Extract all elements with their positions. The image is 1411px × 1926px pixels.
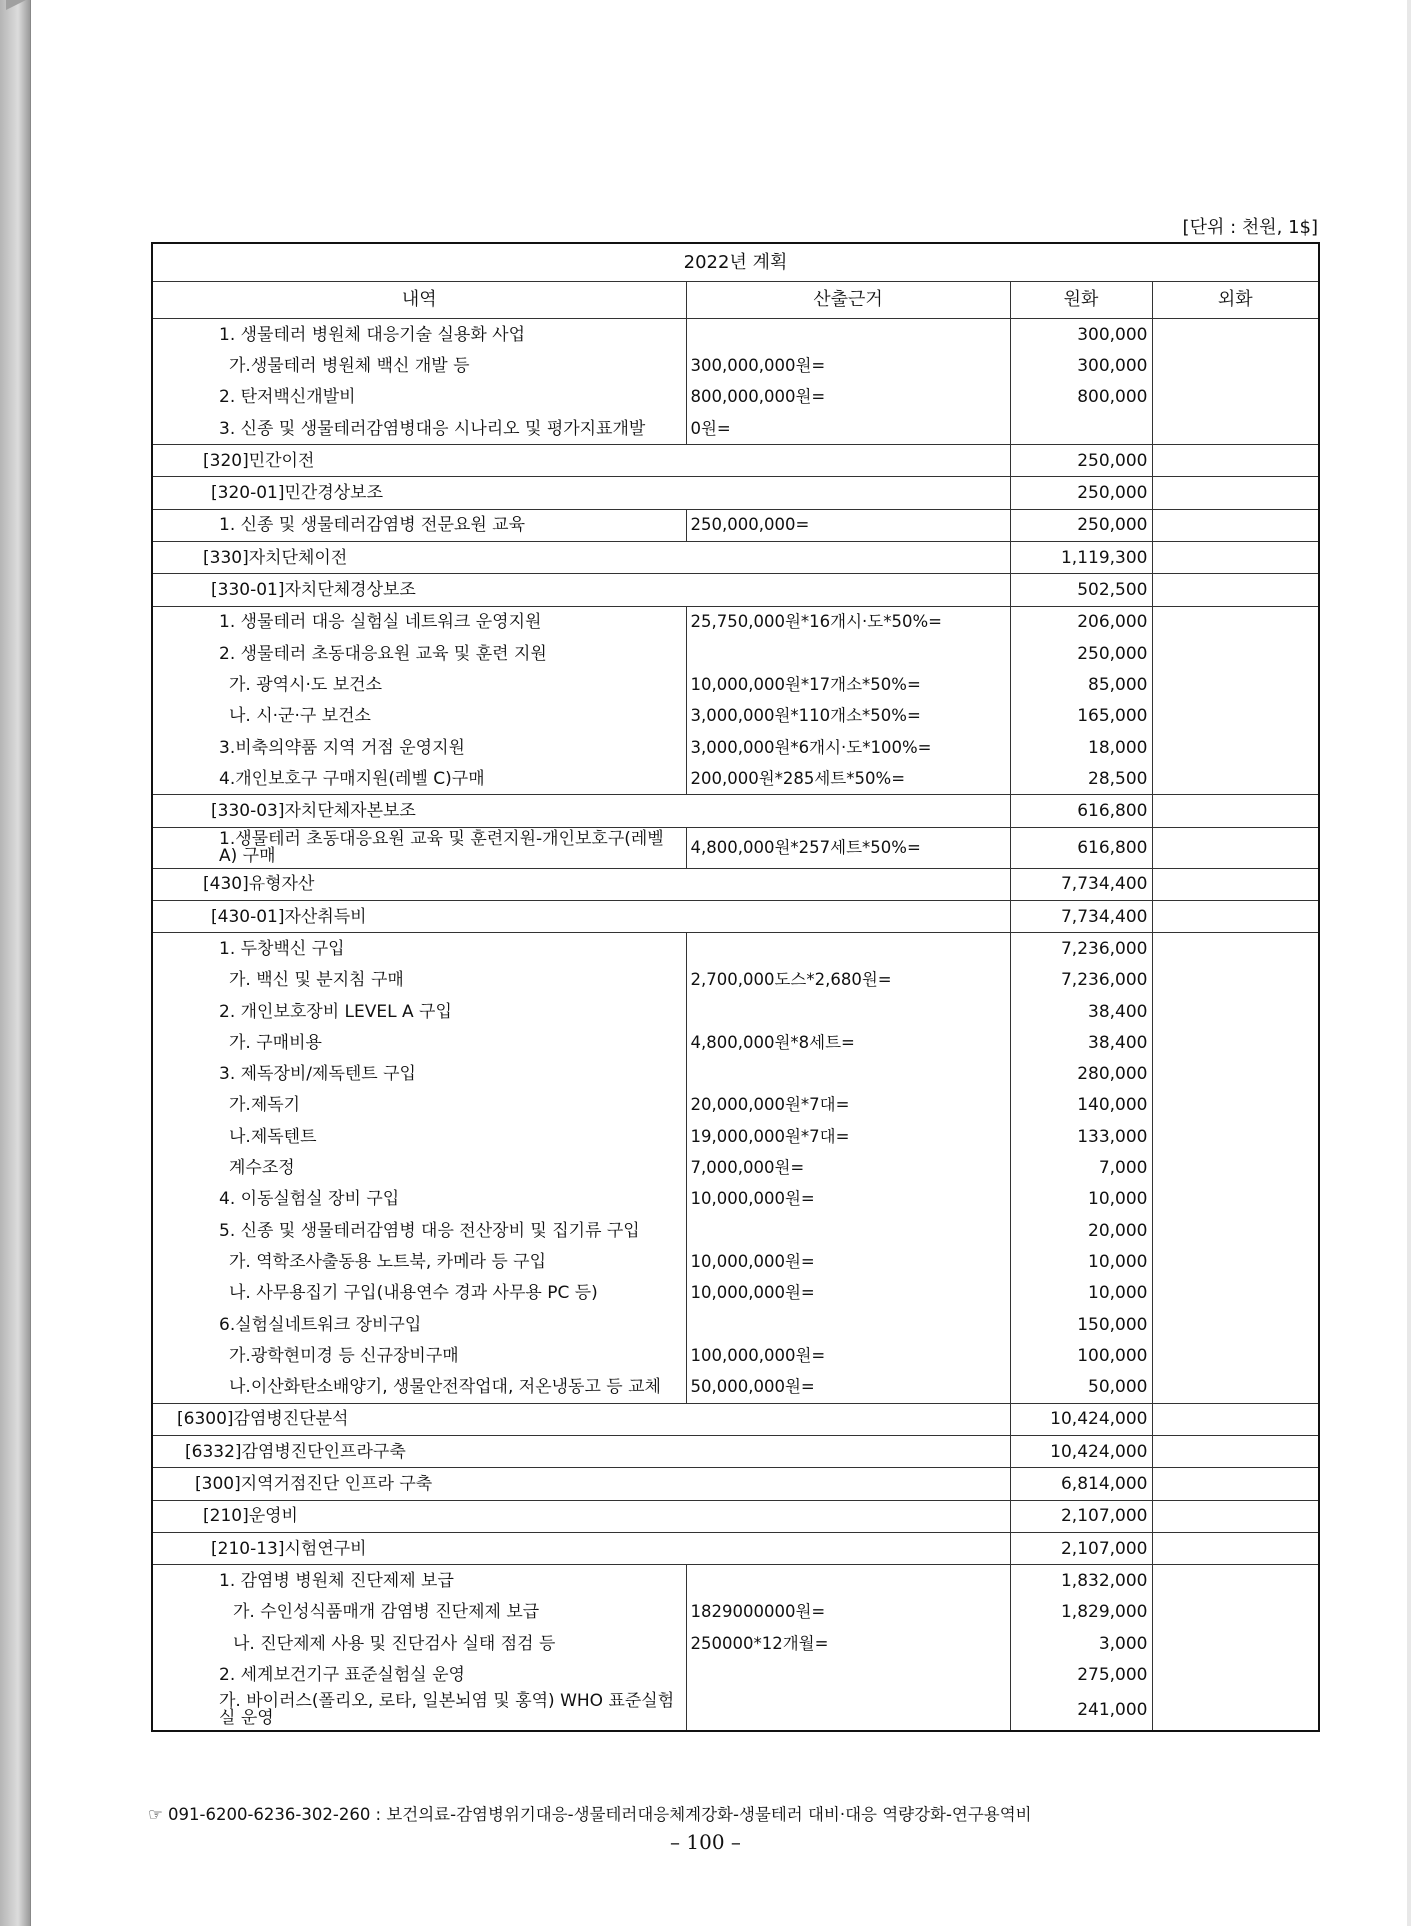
row-calc bbox=[686, 319, 1010, 351]
budget-table bbox=[151, 242, 1320, 1732]
table-row bbox=[152, 382, 1319, 413]
row-krw: 38,400 bbox=[1010, 996, 1152, 1027]
table-row bbox=[152, 1121, 1319, 1152]
row-krw: 250,000 bbox=[1010, 638, 1152, 669]
row-fx bbox=[1152, 445, 1319, 477]
row-item: 2. 탄저백신개발비 bbox=[152, 382, 686, 413]
row-krw: 6,814,000 bbox=[1010, 1468, 1152, 1500]
table-row bbox=[152, 732, 1319, 763]
row-fx bbox=[1152, 1059, 1319, 1090]
row-krw: 250,000 bbox=[1010, 477, 1152, 509]
table-row bbox=[152, 1468, 1319, 1500]
table-row bbox=[152, 1628, 1319, 1659]
row-item: 1. 신종 및 생물테러감염병 전문요원 교육 bbox=[152, 509, 686, 541]
row-item: 가.광학현미경 등 신규장비구매 bbox=[152, 1340, 686, 1371]
row-calc: 250000*12개월= bbox=[686, 1628, 1010, 1659]
row-krw: 250,000 bbox=[1010, 509, 1152, 541]
table-row bbox=[152, 509, 1319, 541]
row-calc: 300,000,000원= bbox=[686, 350, 1010, 381]
row-item: 가. 광역시·도 보건소 bbox=[152, 669, 686, 700]
row-fx bbox=[1152, 1468, 1319, 1500]
row-fx bbox=[1152, 1246, 1319, 1277]
row-krw: 7,236,000 bbox=[1010, 933, 1152, 965]
row-fx bbox=[1152, 542, 1319, 574]
row-fx bbox=[1152, 1215, 1319, 1246]
row-item: 나. 진단제제 사용 및 진단검사 실태 점검 등 bbox=[152, 1628, 686, 1659]
row-fx bbox=[1152, 1278, 1319, 1309]
table-row bbox=[152, 606, 1319, 638]
row-krw: 280,000 bbox=[1010, 1059, 1152, 1090]
unit-label: [단위 : 천원, 1$] bbox=[1182, 217, 1318, 238]
row-calc bbox=[686, 996, 1010, 1027]
row-krw: 18,000 bbox=[1010, 732, 1152, 763]
row-item: 나.제독텐트 bbox=[152, 1121, 686, 1152]
row-krw: 3,000 bbox=[1010, 1628, 1152, 1659]
row-krw: 7,236,000 bbox=[1010, 965, 1152, 996]
row-calc: 100,000,000원= bbox=[686, 1340, 1010, 1371]
row-fx bbox=[1152, 795, 1319, 827]
row-krw: 300,000 bbox=[1010, 319, 1152, 351]
table-row bbox=[152, 996, 1319, 1027]
row-fx bbox=[1152, 1597, 1319, 1628]
row-item: [6300]감염병진단분석 bbox=[152, 1403, 1010, 1435]
row-krw: 241,000 bbox=[1010, 1690, 1152, 1731]
row-krw: 2,107,000 bbox=[1010, 1532, 1152, 1564]
row-fx bbox=[1152, 1690, 1319, 1731]
row-fx bbox=[1152, 574, 1319, 606]
row-krw: 10,000 bbox=[1010, 1278, 1152, 1309]
table-row bbox=[152, 1500, 1319, 1532]
table-row bbox=[152, 1690, 1319, 1731]
row-fx bbox=[1152, 638, 1319, 669]
table-row bbox=[152, 350, 1319, 381]
row-item: 5. 신종 및 생물테러감염병 대응 전산장비 및 집기류 구입 bbox=[152, 1215, 686, 1246]
table-row bbox=[152, 445, 1319, 477]
row-krw: 7,734,400 bbox=[1010, 901, 1152, 933]
row-fx bbox=[1152, 1659, 1319, 1690]
row-krw: 250,000 bbox=[1010, 445, 1152, 477]
row-item: [430-01]자산취득비 bbox=[152, 901, 1010, 933]
row-fx bbox=[1152, 606, 1319, 638]
row-calc: 10,000,000원= bbox=[686, 1278, 1010, 1309]
column-header-fx: 외화 bbox=[1152, 282, 1319, 319]
row-item: 가. 바이러스(폴리오, 로타, 일본뇌염 및 홍역) WHO 표준실험실 운영 bbox=[152, 1690, 686, 1731]
row-item: 가. 역학조사출동용 노트북, 카메라 등 구입 bbox=[152, 1246, 686, 1277]
row-item: 가.제독기 bbox=[152, 1090, 686, 1121]
row-fx bbox=[1152, 1565, 1319, 1597]
row-krw: 1,829,000 bbox=[1010, 1597, 1152, 1628]
row-krw: 10,000 bbox=[1010, 1184, 1152, 1215]
row-calc bbox=[686, 1659, 1010, 1690]
row-fx bbox=[1152, 1403, 1319, 1435]
row-fx bbox=[1152, 1340, 1319, 1371]
row-fx bbox=[1152, 509, 1319, 541]
row-item: 나. 시·군·구 보건소 bbox=[152, 701, 686, 732]
table-body bbox=[152, 319, 1319, 1732]
row-item: 4.개인보호구 구매지원(레벨 C)구매 bbox=[152, 763, 686, 795]
row-krw: 85,000 bbox=[1010, 669, 1152, 700]
row-fx bbox=[1152, 413, 1319, 445]
row-item: 가. 구매비용 bbox=[152, 1027, 686, 1058]
row-krw: 1,119,300 bbox=[1010, 542, 1152, 574]
row-calc bbox=[686, 1690, 1010, 1731]
row-item: 가. 수인성식품매개 감염병 진단제제 보급 bbox=[152, 1597, 686, 1628]
row-fx bbox=[1152, 868, 1319, 900]
row-calc: 7,000,000원= bbox=[686, 1152, 1010, 1183]
row-item: [210]운영비 bbox=[152, 1500, 1010, 1532]
row-krw: 7,734,400 bbox=[1010, 868, 1152, 900]
table-row bbox=[152, 701, 1319, 732]
table-row bbox=[152, 1436, 1319, 1468]
table-row bbox=[152, 319, 1319, 351]
page-left-edge bbox=[0, 0, 30, 1926]
row-item: [430]유형자산 bbox=[152, 868, 1010, 900]
row-item: 1. 생물테러 대응 실험실 네트워크 운영지원 bbox=[152, 606, 686, 638]
row-fx bbox=[1152, 701, 1319, 732]
row-calc: 4,800,000원*8세트= bbox=[686, 1027, 1010, 1058]
row-fx bbox=[1152, 1532, 1319, 1564]
row-item: 1. 감염병 병원체 진단제제 보급 bbox=[152, 1565, 686, 1597]
page-number: – 100 – bbox=[670, 1830, 741, 1854]
row-calc: 10,000,000원*17개소*50%= bbox=[686, 669, 1010, 700]
row-calc: 800,000,000원= bbox=[686, 382, 1010, 413]
table-row bbox=[152, 868, 1319, 900]
row-krw: 800,000 bbox=[1010, 382, 1152, 413]
page-right-edge bbox=[1407, 0, 1411, 1926]
row-fx bbox=[1152, 669, 1319, 700]
row-krw: 10,424,000 bbox=[1010, 1403, 1152, 1435]
table-row bbox=[152, 763, 1319, 795]
row-krw: 165,000 bbox=[1010, 701, 1152, 732]
table-row bbox=[152, 1278, 1319, 1309]
row-krw: 206,000 bbox=[1010, 606, 1152, 638]
row-calc: 1829000000원= bbox=[686, 1597, 1010, 1628]
table-row bbox=[152, 1532, 1319, 1564]
row-krw: 133,000 bbox=[1010, 1121, 1152, 1152]
row-item: [6332]감염병진단인프라구축 bbox=[152, 1436, 1010, 1468]
row-fx bbox=[1152, 996, 1319, 1027]
table-row bbox=[152, 1565, 1319, 1597]
row-fx bbox=[1152, 901, 1319, 933]
row-calc: 19,000,000원*7대= bbox=[686, 1121, 1010, 1152]
row-krw: 38,400 bbox=[1010, 1027, 1152, 1058]
row-item: 6.실험실네트워크 장비구입 bbox=[152, 1309, 686, 1340]
row-calc: 2,700,000도스*2,680원= bbox=[686, 965, 1010, 996]
table-row bbox=[152, 1246, 1319, 1277]
row-item: [330]자치단체이전 bbox=[152, 542, 1010, 574]
row-krw: 10,424,000 bbox=[1010, 1436, 1152, 1468]
row-fx bbox=[1152, 763, 1319, 795]
row-calc: 10,000,000원= bbox=[686, 1246, 1010, 1277]
row-item: 가. 백신 및 분지침 구매 bbox=[152, 965, 686, 996]
row-item: 2. 생물테러 초동대응요원 교육 및 훈련 지원 bbox=[152, 638, 686, 669]
table-row bbox=[152, 1215, 1319, 1246]
row-item: 계수조정 bbox=[152, 1152, 686, 1183]
table-row bbox=[152, 1372, 1319, 1404]
table-title: 2022년 계획 bbox=[152, 243, 1319, 282]
row-item: 3.비축의약품 지역 거점 운영지원 bbox=[152, 732, 686, 763]
row-fx bbox=[1152, 382, 1319, 413]
table-row bbox=[152, 965, 1319, 996]
row-calc bbox=[686, 1309, 1010, 1340]
row-item: 1.생물테러 초동대응요원 교육 및 훈련지원-개인보호구(레벨 A) 구매 bbox=[152, 827, 686, 868]
row-fx bbox=[1152, 1628, 1319, 1659]
row-calc: 250,000,000= bbox=[686, 509, 1010, 541]
row-krw: 10,000 bbox=[1010, 1246, 1152, 1277]
row-fx bbox=[1152, 1372, 1319, 1404]
row-item: [330-03]자치단체자본보조 bbox=[152, 795, 1010, 827]
row-fx bbox=[1152, 1027, 1319, 1058]
row-krw: 20,000 bbox=[1010, 1215, 1152, 1246]
table-row bbox=[152, 1152, 1319, 1183]
row-krw: 616,800 bbox=[1010, 827, 1152, 868]
table-row bbox=[152, 1309, 1319, 1340]
row-item: [330-01]자치단체경상보조 bbox=[152, 574, 1010, 606]
row-fx bbox=[1152, 827, 1319, 868]
table-row bbox=[152, 901, 1319, 933]
table-row bbox=[152, 542, 1319, 574]
row-fx bbox=[1152, 1309, 1319, 1340]
row-krw: 140,000 bbox=[1010, 1090, 1152, 1121]
table-row bbox=[152, 1597, 1319, 1628]
row-krw: 300,000 bbox=[1010, 350, 1152, 381]
row-fx bbox=[1152, 319, 1319, 351]
table-row bbox=[152, 477, 1319, 509]
row-item: 나. 사무용집기 구입(내용연수 경과 사무용 PC 등) bbox=[152, 1278, 686, 1309]
row-item: 4. 이동실험실 장비 구입 bbox=[152, 1184, 686, 1215]
row-krw: 150,000 bbox=[1010, 1309, 1152, 1340]
row-item: 나.이산화탄소배양기, 생물안전작업대, 저온냉동고 등 교체 bbox=[152, 1372, 686, 1404]
row-calc: 20,000,000원*7대= bbox=[686, 1090, 1010, 1121]
table-row bbox=[152, 413, 1319, 445]
table-row bbox=[152, 1659, 1319, 1690]
row-fx bbox=[1152, 933, 1319, 965]
column-header-calc: 산출근거 bbox=[686, 282, 1010, 319]
table-row bbox=[152, 669, 1319, 700]
table-row bbox=[152, 1403, 1319, 1435]
table-row bbox=[152, 1090, 1319, 1121]
table-row bbox=[152, 574, 1319, 606]
row-item: 3. 신종 및 생물테러감염병대응 시나리오 및 평가지표개발 bbox=[152, 413, 686, 445]
row-fx bbox=[1152, 965, 1319, 996]
row-item: [320]민간이전 bbox=[152, 445, 1010, 477]
row-calc bbox=[686, 1215, 1010, 1246]
row-fx bbox=[1152, 1121, 1319, 1152]
row-krw: 2,107,000 bbox=[1010, 1500, 1152, 1532]
row-fx bbox=[1152, 477, 1319, 509]
row-krw: 100,000 bbox=[1010, 1340, 1152, 1371]
row-krw bbox=[1010, 413, 1152, 445]
row-item: 2. 세계보건기구 표준실험실 운영 bbox=[152, 1659, 686, 1690]
row-calc: 50,000,000원= bbox=[686, 1372, 1010, 1404]
row-calc: 0원= bbox=[686, 413, 1010, 445]
row-calc: 3,000,000원*6개시·도*100%= bbox=[686, 732, 1010, 763]
table-row bbox=[152, 1059, 1319, 1090]
row-calc: 200,000원*285세트*50%= bbox=[686, 763, 1010, 795]
table-row bbox=[152, 1340, 1319, 1371]
footnote: ☞ 091-6200-6236-302-260 : 보건의료-감염병위기대응-생물테러대응체계강화-생물테러 대비·대응 역량강화-연구용역비 bbox=[148, 1805, 1032, 1824]
row-item: [210-13]시험연구비 bbox=[152, 1532, 1010, 1564]
table-row bbox=[152, 1027, 1319, 1058]
row-fx bbox=[1152, 1500, 1319, 1532]
column-header-krw: 원화 bbox=[1010, 282, 1152, 319]
row-calc: 3,000,000원*110개소*50%= bbox=[686, 701, 1010, 732]
row-item: 1. 생물테러 병원체 대응기술 실용화 사업 bbox=[152, 319, 686, 351]
table-row bbox=[152, 795, 1319, 827]
row-krw: 1,832,000 bbox=[1010, 1565, 1152, 1597]
row-item: 가.생물테러 병원체 백신 개발 등 bbox=[152, 350, 686, 381]
row-krw: 502,500 bbox=[1010, 574, 1152, 606]
row-krw: 275,000 bbox=[1010, 1659, 1152, 1690]
table-row bbox=[152, 638, 1319, 669]
row-item: 3. 제독장비/제독텐트 구입 bbox=[152, 1059, 686, 1090]
row-item: [300]지역거점진단 인프라 구축 bbox=[152, 1468, 1010, 1500]
table-row bbox=[152, 933, 1319, 965]
row-fx bbox=[1152, 1184, 1319, 1215]
row-fx bbox=[1152, 1152, 1319, 1183]
row-calc bbox=[686, 933, 1010, 965]
row-item: 2. 개인보호장비 LEVEL A 구입 bbox=[152, 996, 686, 1027]
row-krw: 50,000 bbox=[1010, 1372, 1152, 1404]
row-calc: 25,750,000원*16개시·도*50%= bbox=[686, 606, 1010, 638]
row-fx bbox=[1152, 350, 1319, 381]
row-calc bbox=[686, 638, 1010, 669]
row-calc: 10,000,000원= bbox=[686, 1184, 1010, 1215]
table-row bbox=[152, 1184, 1319, 1215]
row-calc bbox=[686, 1565, 1010, 1597]
row-item: [320-01]민간경상보조 bbox=[152, 477, 1010, 509]
row-calc bbox=[686, 1059, 1010, 1090]
row-fx bbox=[1152, 1090, 1319, 1121]
row-krw: 7,000 bbox=[1010, 1152, 1152, 1183]
row-fx bbox=[1152, 732, 1319, 763]
row-calc: 4,800,000원*257세트*50%= bbox=[686, 827, 1010, 868]
row-fx bbox=[1152, 1436, 1319, 1468]
row-krw: 28,500 bbox=[1010, 763, 1152, 795]
row-item: 1. 두창백신 구입 bbox=[152, 933, 686, 965]
column-header-item: 내역 bbox=[152, 282, 686, 319]
table-row bbox=[152, 827, 1319, 868]
row-krw: 616,800 bbox=[1010, 795, 1152, 827]
